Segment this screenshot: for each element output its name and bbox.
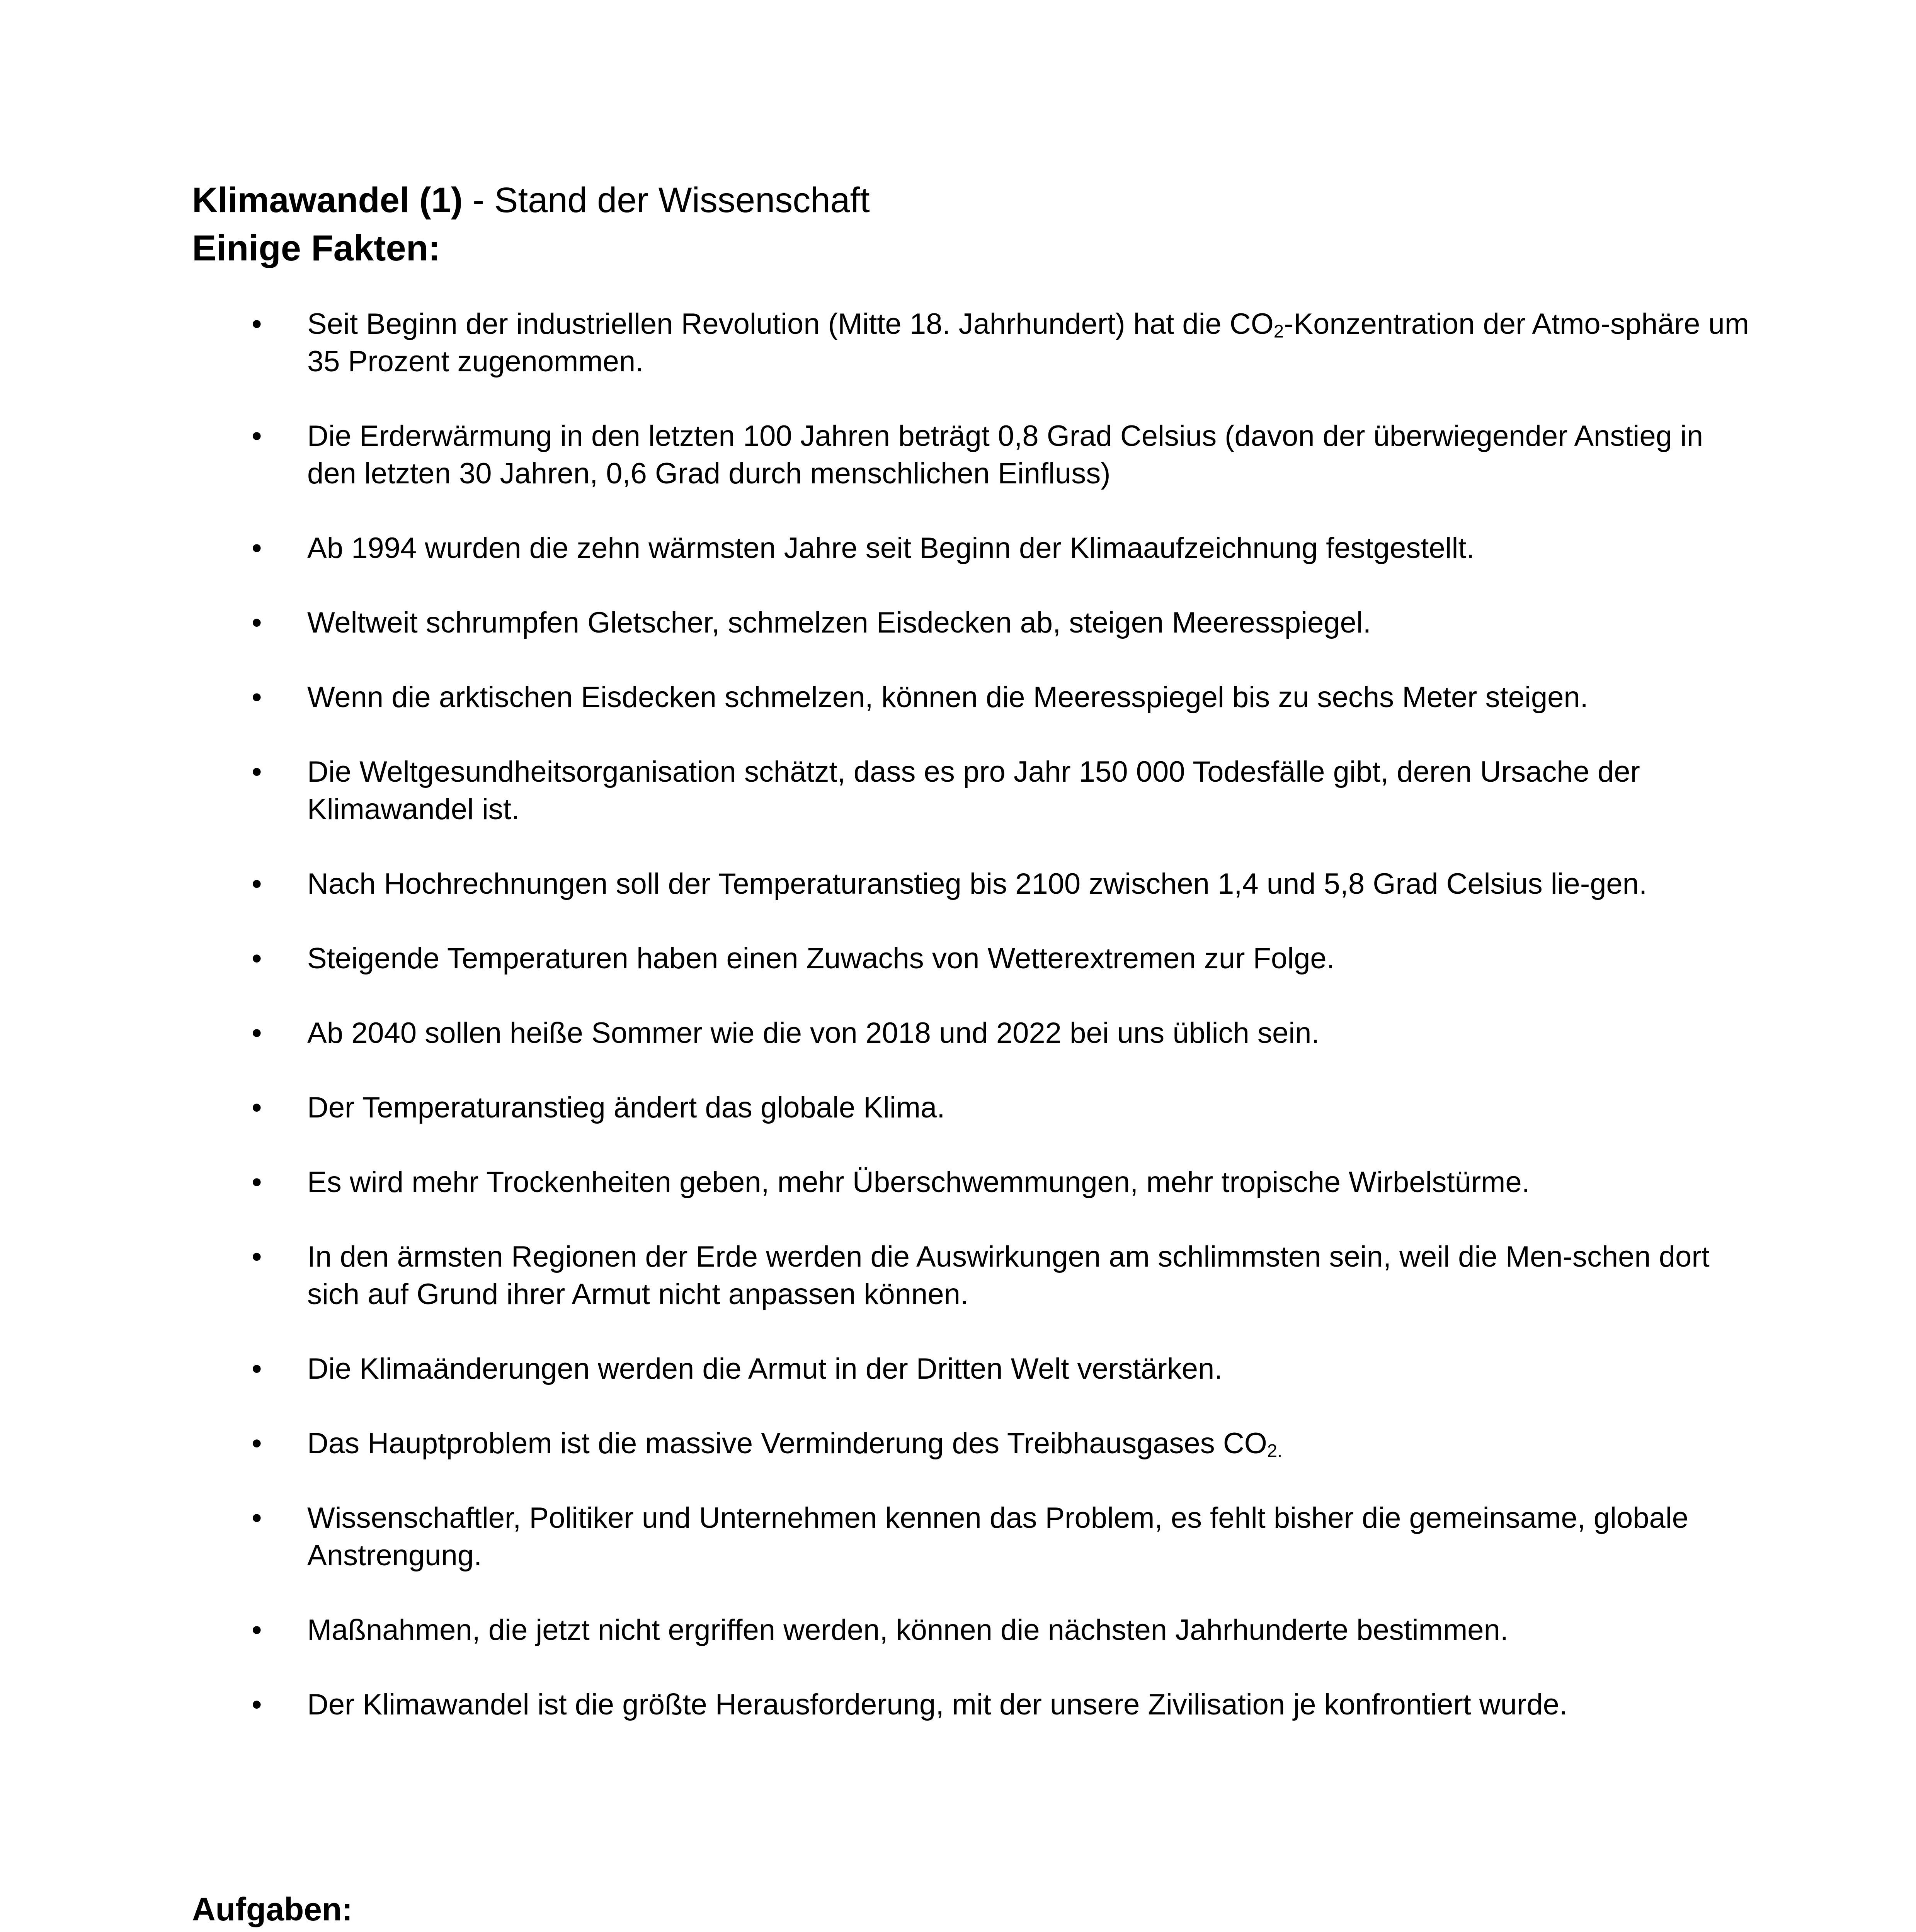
bullet-icon: • <box>252 420 262 452</box>
fact-text-continued: -Konzentration der Atmo-sphäre um 35 Prozent zugenommen. <box>307 308 1749 378</box>
bullet-icon: • <box>252 1502 262 1534</box>
bullet-icon: • <box>252 1352 262 1385</box>
fact-text: Die Erderwärmung in den letzten 100 Jahren beträgt 0,8 Grad Celsius (davon der überwiegender Anstieg in den letzten 30 Jahren, 0,6 Grad durch menschlichen Einfluss) <box>307 420 1703 490</box>
fact-text: Seit Beginn der industriellen Revolution (Mitte 18. Jahrhundert) hat die CO <box>307 308 1274 340</box>
bullet-icon: • <box>252 1688 262 1721</box>
fact-item <box>0 1686 1753 1723</box>
bullet-icon: • <box>252 606 262 639</box>
page-title <box>192 181 870 220</box>
fact-text: Ab 2040 sollen heiße Sommer wie die von 2018 und 2022 bei uns üblich sein. <box>307 1017 1320 1049</box>
subscript: 2 <box>1273 321 1284 342</box>
bullet-icon: • <box>252 1427 262 1460</box>
facts-list <box>0 305 1916 1760</box>
subscript: 2. <box>1267 1440 1283 1461</box>
bullet-icon: • <box>252 308 262 340</box>
fact-text: Ab 1994 wurden die zehn wärmsten Jahre seit Beginn der Klimaaufzeichnung festgestellt. <box>307 532 1475 565</box>
fact-item <box>0 604 1753 641</box>
fact-text: Die Klimaänderungen werden die Armut in der Dritten Welt verstärken. <box>307 1352 1223 1385</box>
bullet-icon: • <box>252 1240 262 1273</box>
bullet-icon: • <box>252 1017 262 1049</box>
fact-item <box>0 417 1753 492</box>
fact-text: Der Temperaturanstieg ändert das globale Klima. <box>307 1091 945 1124</box>
section-heading-facts: Einige Fakten: <box>192 228 441 268</box>
fact-item <box>0 529 1753 567</box>
fact-item <box>0 1163 1753 1201</box>
fact-item <box>0 1425 1753 1462</box>
bullet-icon: • <box>252 755 262 788</box>
fact-text: Die Weltgesundheitsorganisation schätzt, dass es pro Jahr 150 000 Todesfälle gibt, deren Ursache der Klimawandel ist. <box>307 755 1640 826</box>
bullet-icon: • <box>252 1091 262 1124</box>
bullet-icon: • <box>252 681 262 714</box>
bullet-icon: • <box>252 1166 262 1199</box>
fact-text: Wenn die arktischen Eisdecken schmelzen, können die Meeresspiegel bis zu sechs Meter steigen. <box>307 681 1588 714</box>
fact-item <box>0 1014 1753 1052</box>
bullet-icon: • <box>252 942 262 975</box>
fact-text: In den ärmsten Regionen der Erde werden die Auswirkungen am schlimmsten sein, weil die Men-schen dort sich auf Grund ihrer Armut nicht anpassen können. <box>307 1240 1710 1311</box>
fact-item <box>0 1611 1753 1649</box>
fact-item <box>0 940 1753 977</box>
title-subtitle: - Stand der Wissenschaft <box>463 180 870 220</box>
fact-text: Steigende Temperaturen haben einen Zuwachs von Wetterextremen zur Folge. <box>307 942 1335 975</box>
fact-item <box>0 753 1753 828</box>
fact-text: Weltweit schrumpfen Gletscher, schmelzen Eisdecken ab, steigen Meeresspiegel. <box>307 606 1371 639</box>
section-heading-tasks: Aufgaben: <box>192 1891 353 1927</box>
fact-text: Es wird mehr Trockenheiten geben, mehr Überschwemmungen, mehr tropische Wirbelstürme. <box>307 1166 1530 1199</box>
fact-text: Nach Hochrechnungen soll der Temperaturanstieg bis 2100 zwischen 1,4 und 5,8 Grad Celsius lie-gen. <box>307 867 1647 900</box>
bullet-icon: • <box>252 532 262 565</box>
fact-text: Das Hauptproblem ist die massive Verminderung des Treibhausgases CO <box>307 1427 1267 1460</box>
bullet-icon: • <box>252 867 262 900</box>
fact-item <box>0 1499 1753 1574</box>
fact-item <box>0 865 1753 903</box>
fact-item <box>0 1238 1753 1313</box>
fact-item <box>0 679 1753 716</box>
title-main: Klimawandel (1) <box>192 180 463 220</box>
fact-item <box>0 305 1753 380</box>
fact-text: Wissenschaftler, Politiker und Unternehmen kennen das Problem, es fehlt bisher die gemeinsame, globale Anstrengung. <box>307 1502 1688 1572</box>
fact-text: Maßnahmen, die jetzt nicht ergriffen werden, können die nächsten Jahrhunderte bestimmen. <box>307 1614 1508 1646</box>
fact-item <box>0 1350 1753 1388</box>
fact-text: Der Klimawandel ist die größte Herausforderung, mit der unsere Zivilisation je konfrontiert wurde. <box>307 1688 1567 1721</box>
bullet-icon: • <box>252 1614 262 1646</box>
fact-item <box>0 1089 1753 1126</box>
